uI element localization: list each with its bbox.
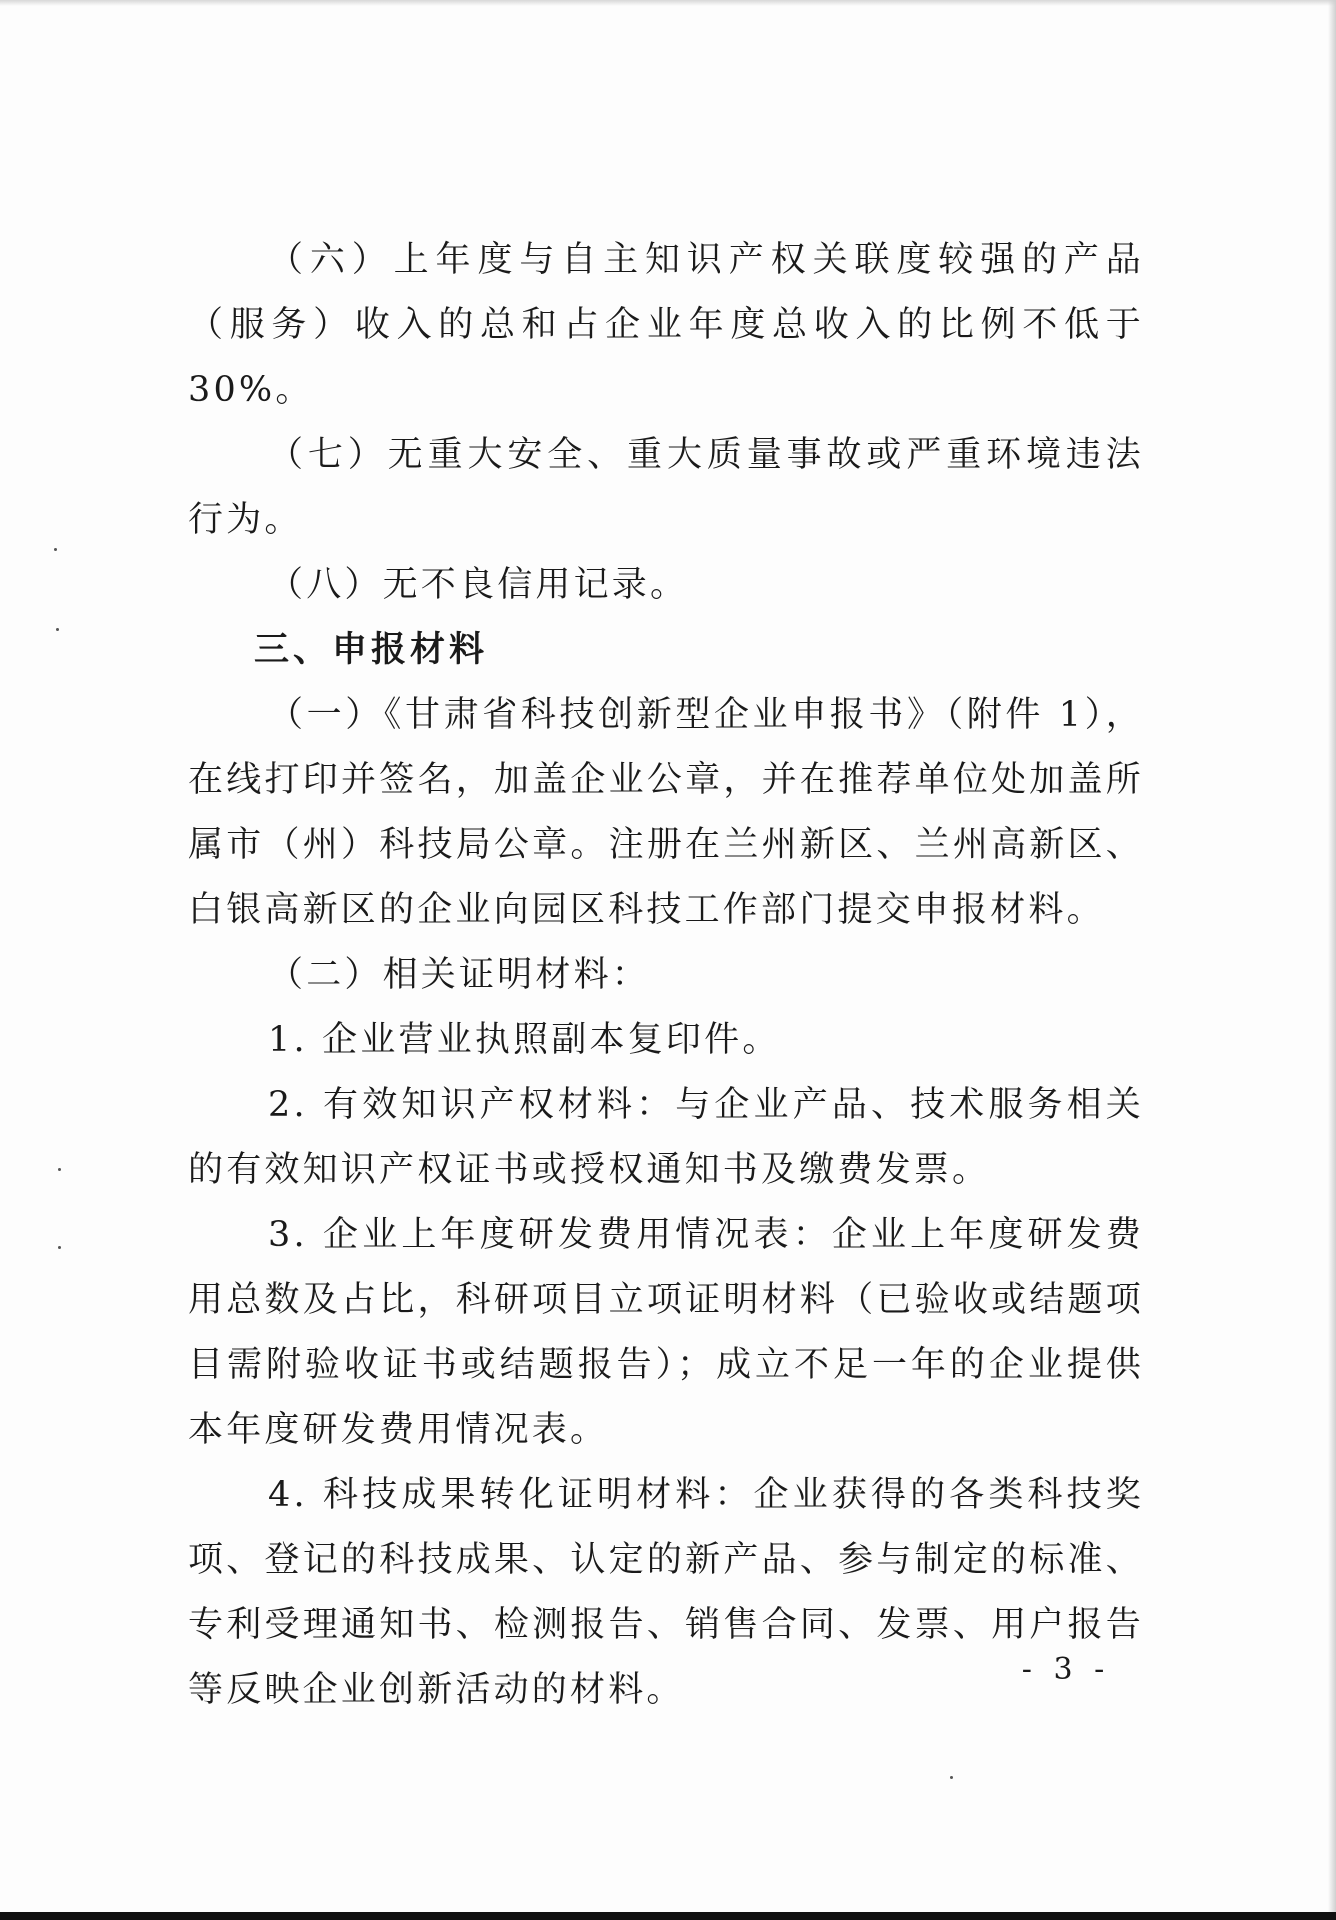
paragraph-condition-7: （七）无重大安全、重大质量事故或严重环境违法行为。: [188, 435, 1144, 540]
section-heading-materials: 三、申报材料: [254, 630, 489, 670]
paragraph-condition-8: （八）无不良信用记录。: [268, 565, 689, 605]
page-number: - 3 -: [1021, 1652, 1111, 1687]
document-body: [188, 228, 1144, 1723]
scan-speck: [54, 548, 57, 551]
scan-edge-top: [0, 0, 1336, 6]
paragraph-material-1: （一）《甘肃省科技创新型企业申报书》（附件 1），在线打印并签名，加盖企业公章，并在推荐单位处加盖所属市（州）科技局公章。注册在兰州新区、兰州高新区、白银高新区的企业向园区科技工作部门提交申报材料。: [188, 695, 1144, 930]
scan-speck: [56, 628, 59, 631]
list-item-material-2-4: 4. 科技成果转化证明材料：企业获得的各类科技奖项、登记的科技成果、认定的新产品、参与制定的标准、专利受理通知书、检测报告、销售合同、发票、用户报告等反映企业创新活动的材料。: [188, 1475, 1144, 1710]
list-item-material-2-2: 2. 有效知识产权材料：与企业产品、技术服务相关的有效知识产权证书或授权通知书及缴费发票。: [188, 1085, 1144, 1190]
paragraph-condition-6: （六）上年度与自主知识产权关联度较强的产品（服务）收入的总和占企业年度总收入的比例不低于 30%。: [188, 240, 1144, 410]
scan-edge-bottom: [0, 1912, 1336, 1920]
scan-speck: [58, 1246, 61, 1249]
list-item-material-2-3: 3. 企业上年度研发费用情况表：企业上年度研发费用总数及占比，科研项目立项证明材料（已验收或结题项目需附验收证书或结题报告）；成立不足一年的企业提供本年度研发费用情况表。: [188, 1215, 1144, 1450]
scan-speck: [58, 1168, 61, 1171]
scan-speck: [950, 1776, 953, 1779]
scan-edge-right: [1328, 0, 1336, 1920]
list-item-material-2-1: 1. 企业营业执照副本复印件。: [268, 1020, 781, 1060]
paragraph-material-2: （二）相关证明材料：: [268, 955, 651, 995]
